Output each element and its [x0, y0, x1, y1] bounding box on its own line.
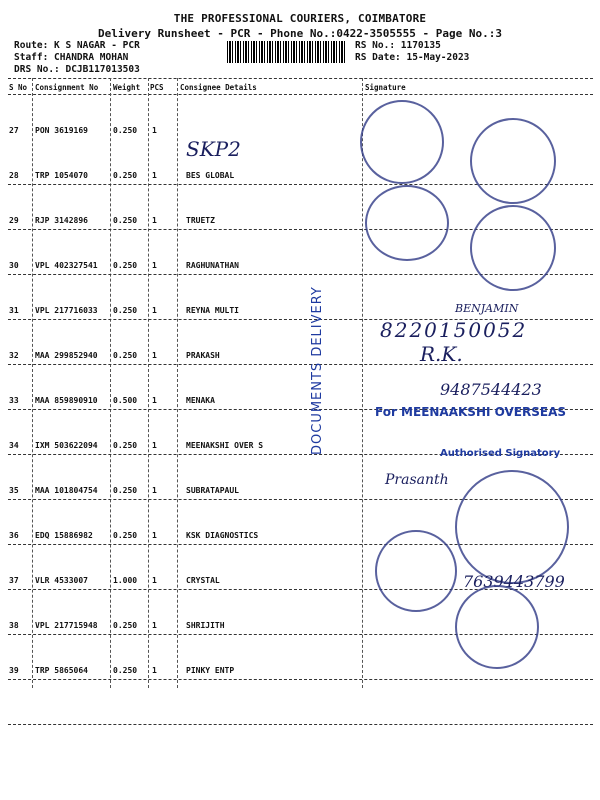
documents-delivery-stamp: DOCUMENTS DELIVERY: [310, 286, 325, 455]
row-consignee: RAGHUNATHAN: [186, 261, 239, 270]
row-pcs: 1: [152, 351, 157, 360]
row-consignment-no: MAA 859890910: [35, 396, 98, 405]
barcode: [227, 41, 345, 63]
row-pcs: 1: [152, 306, 157, 315]
handwritten-signature: SKP2: [186, 137, 241, 161]
row-consignee: CRYSTAL: [186, 576, 220, 585]
handwritten-phone: 9487544423: [440, 380, 542, 399]
row-weight: 0.250: [113, 306, 138, 315]
row-weight: 0.250: [113, 171, 138, 180]
col-divider: [32, 78, 33, 688]
row-weight: 0.250: [113, 486, 138, 495]
stamp-seal: [455, 585, 539, 669]
col-divider: [148, 78, 149, 688]
row-weight: 0.250: [113, 126, 138, 135]
row-sno: 28: [9, 171, 19, 180]
row-consignee: MENAKA: [186, 396, 215, 405]
row-sno: 30: [9, 261, 19, 270]
rs-number: RS No.: 1170135: [355, 40, 441, 51]
row-pcs: 1: [152, 486, 157, 495]
row-sno: 33: [9, 396, 19, 405]
handwritten-phone: 8220150052: [380, 318, 528, 342]
row-pcs: 1: [152, 396, 157, 405]
row-weight: 0.250: [113, 216, 138, 225]
row-weight: 0.250: [113, 261, 138, 270]
row-consignment-no: VPL 217715948: [35, 621, 98, 630]
row-weight: 0.250: [113, 666, 138, 675]
row-separator: [8, 724, 593, 725]
row-sno: 32: [9, 351, 19, 360]
row-pcs: 1: [152, 666, 157, 675]
rs-date: RS Date: 15-May-2023: [355, 52, 470, 63]
row-consignment-no: MAA 101804754: [35, 486, 98, 495]
row-weight: 0.250: [113, 621, 138, 630]
authorised-signatory-text: Authorised Signatory: [440, 448, 561, 459]
row-weight: 0.250: [113, 351, 138, 360]
row-sno: 37: [9, 576, 19, 585]
stamp-seal: [375, 530, 457, 612]
row-consignment-no: EDQ 15886982: [35, 531, 93, 540]
row-pcs: 1: [152, 576, 157, 585]
row-pcs: 1: [152, 171, 157, 180]
row-pcs: 1: [152, 441, 157, 450]
drs-number: DRS No.: DCJB117013503: [14, 64, 140, 75]
col-divider: [110, 78, 111, 688]
row-consignment-no: VPL 402327541: [35, 261, 98, 270]
col-divider: [362, 78, 363, 688]
row-sno: 31: [9, 306, 19, 315]
handwritten-signature: R.K.: [420, 342, 463, 366]
handwritten-phone: 7639443799: [463, 572, 565, 591]
col-header-signature: Signature: [365, 83, 406, 92]
row-consignment-no: TRP 5865064: [35, 666, 88, 675]
row-consignee: REYNA MULTI: [186, 306, 239, 315]
row-weight: 0.250: [113, 441, 138, 450]
row-consignment-no: MAA 299852940: [35, 351, 98, 360]
row-consignee: MEENAKSHI OVER S: [186, 441, 264, 450]
row-sno: 38: [9, 621, 19, 630]
row-consignment-no: PON 3619169: [35, 126, 88, 135]
header-bottom-rule: [8, 94, 593, 95]
row-weight: 0.500: [113, 396, 138, 405]
page-subtitle: Delivery Runsheet - PCR - Phone No.:0422-3505555 - Page No.:3: [98, 27, 502, 40]
row-consignee: SUBRATAPAUL: [186, 486, 239, 495]
row-consignment-no: VLR 4533007: [35, 576, 88, 585]
route-label: Route: K S NAGAR - PCR: [14, 40, 140, 51]
handwritten-note: BENJAMIN: [455, 302, 519, 315]
row-consignee: KSK DIAGNOSTICS: [186, 531, 259, 540]
stamp-seal: [365, 185, 449, 261]
table-row: [0, 351, 600, 367]
row-weight: 0.250: [113, 531, 138, 540]
company-stamp-text: For MEENAAKSHI OVERSEAS: [375, 405, 567, 419]
row-consignee: BES GLOBAL: [186, 171, 235, 180]
stamp-seal: [360, 100, 444, 184]
row-consignee: TRUETZ: [186, 216, 215, 225]
col-header-pcs: PCS: [150, 83, 164, 92]
header-top-rule: [8, 78, 593, 79]
row-consignee: SHRIJITH: [186, 621, 225, 630]
row-consignee: PRAKASH: [186, 351, 220, 360]
row-consignee: PINKY ENTP: [186, 666, 235, 675]
row-consignment-no: VPL 217716033: [35, 306, 98, 315]
row-consignment-no: IXM 503622094: [35, 441, 98, 450]
stamp-seal: [455, 470, 569, 584]
row-consignment-no: RJP 3142896: [35, 216, 88, 225]
table-row: [0, 666, 600, 682]
handwritten-signature: Prasanth: [385, 472, 449, 488]
row-sno: 35: [9, 486, 19, 495]
col-header-consignment: Consignment No: [35, 83, 99, 92]
staff-label: Staff: CHANDRA MOHAN: [14, 52, 129, 63]
row-pcs: 1: [152, 261, 157, 270]
row-sno: 39: [9, 666, 19, 675]
col-header-weight: Weight: [113, 83, 141, 92]
col-header-consignee: Consignee Details: [180, 83, 257, 92]
page-title: THE PROFESSIONAL COURIERS, COIMBATORE: [173, 12, 427, 25]
row-sno: 27: [9, 126, 19, 135]
stamp-seal: [470, 205, 556, 291]
row-pcs: 1: [152, 216, 157, 225]
col-header-sno: S No: [9, 83, 28, 92]
row-sno: 29: [9, 216, 19, 225]
row-sno: 34: [9, 441, 19, 450]
row-pcs: 1: [152, 531, 157, 540]
row-pcs: 1: [152, 126, 157, 135]
col-divider: [177, 78, 178, 688]
stamp-seal: [470, 118, 556, 204]
row-pcs: 1: [152, 621, 157, 630]
row-consignment-no: TRP 1054070: [35, 171, 88, 180]
row-weight: 1.000: [113, 576, 138, 585]
row-sno: 36: [9, 531, 19, 540]
